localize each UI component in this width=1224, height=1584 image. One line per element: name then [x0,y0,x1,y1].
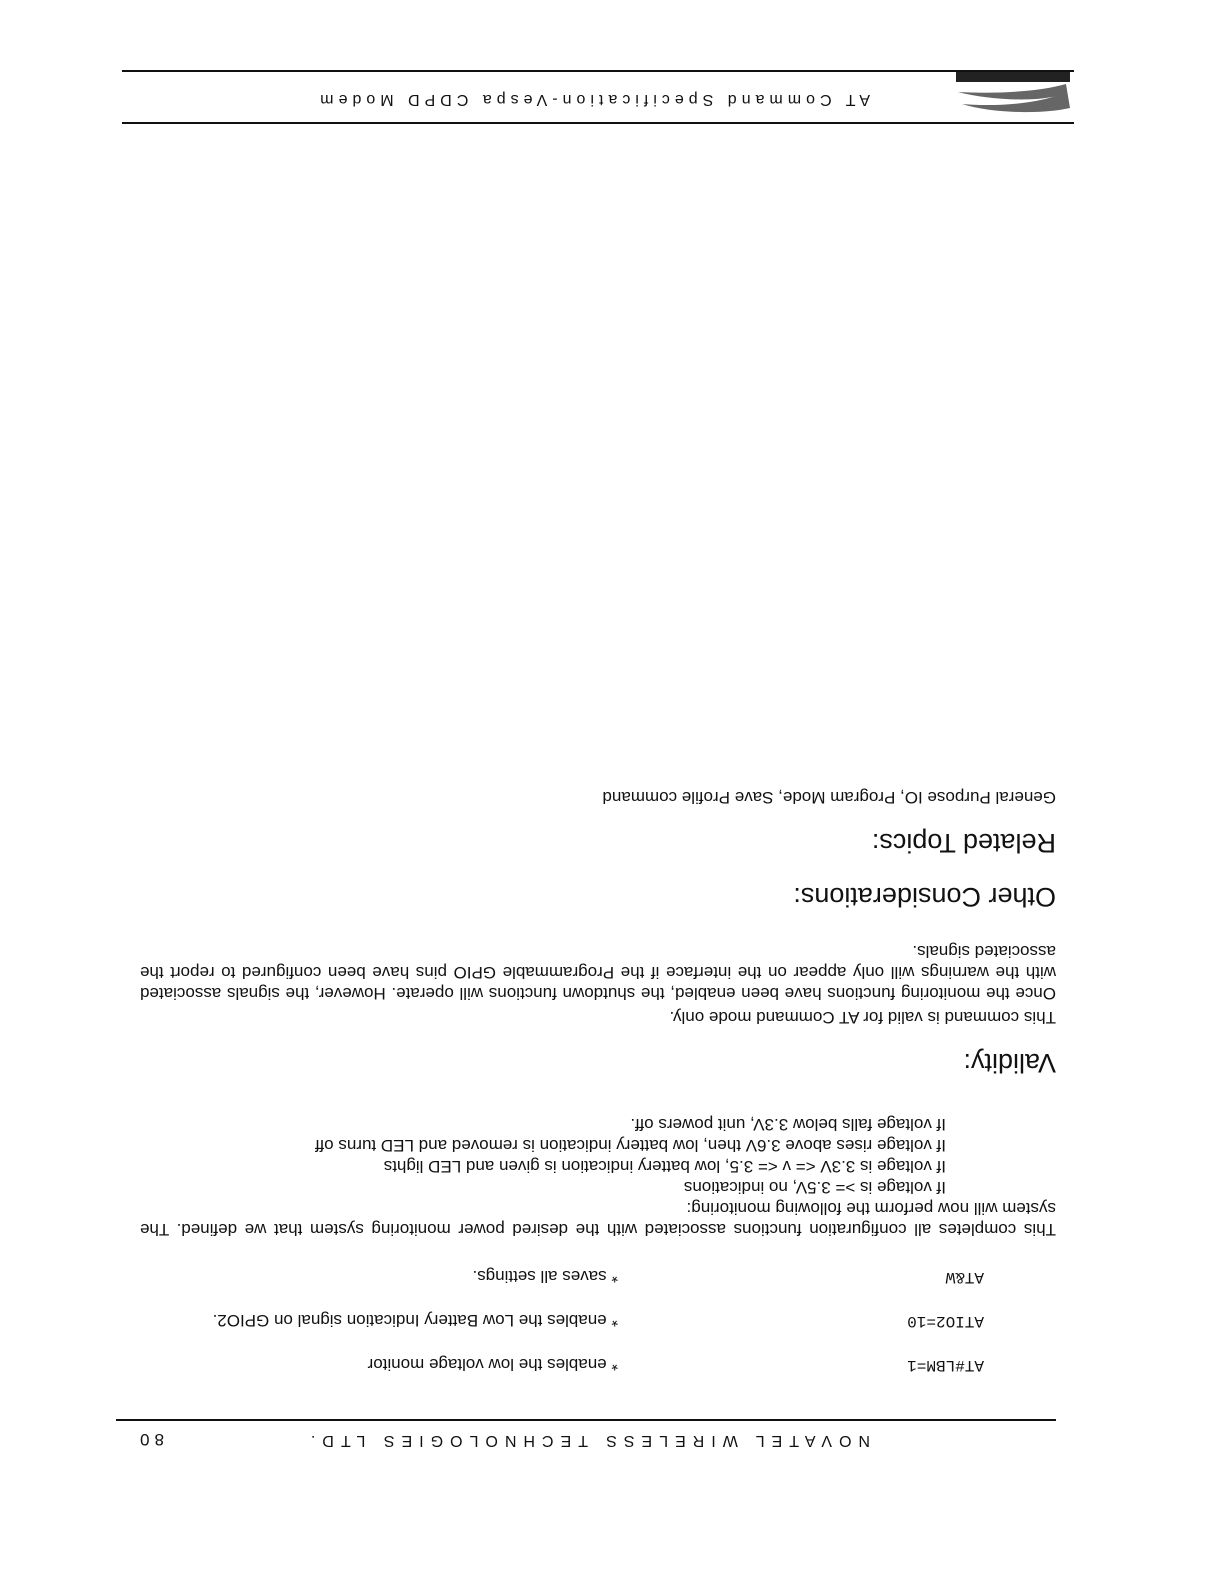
command-description: * saves all settings. [472,1267,618,1286]
monitoring-line: If voltage is 3.3V <= v <= 3.5, low battery indication is given and LED lights [383,1157,946,1176]
command-row [104,1350,984,1374]
command-code: AT#LBM=1 [907,1356,984,1374]
monitoring-line: If voltage is >= 3.5V, no indications [683,1178,946,1197]
command-row [104,1306,984,1330]
command-code: ATIO2=10 [907,1312,984,1330]
other-considerations-heading: Other Considerations: [793,882,1056,912]
monitoring-line: If voltage rises above 3.6V then, low battery indication is removed and LED turns off [315,1136,946,1155]
footer-rule-bottom [122,70,1074,72]
command-description: * enables the low voltage monitor [367,1355,618,1374]
command-code: AT&W [945,1268,984,1286]
command-description: * enables the Low Battery Indication signal on GPIO2. [212,1311,618,1330]
related-topics-text: General Purpose IO, Program Mode, Save Profile command [602,788,1056,807]
footer-title: AT Command Specification-Vespa CDPD Modem [315,91,870,108]
validity-heading: Validity: [963,1048,1056,1078]
swoosh-logo-icon [952,66,1074,116]
summary-intro: This completes all configuration functions associated with the desired power monitoring system that we defined. The system will now perform the following monitoring: [140,1199,1056,1239]
validity-paragraph-2: Once the monitoring functions have been enabled, the shutdown functions will operate. However, the signals associated with the warnings will only appear on the interface if the Programmable GPIO pins have been configured to report the associated signals. [140,942,1056,1003]
summary-paragraph [140,1114,1056,1240]
command-row [104,1262,984,1286]
page-number: 80 [135,1430,164,1449]
validity-paragraph-1: This command is valid for AT Command mode only. [669,1008,1056,1027]
footer-rule-top [122,122,1074,124]
company-header: NOVATEL WIRELESS TECHNOLOGIES LTD. [303,1432,870,1449]
monitoring-line: If voltage falls below 3.3V, unit powers off. [630,1115,946,1134]
header-rule [116,1419,1056,1421]
related-topics-heading: Related Topics: [871,828,1056,858]
monitoring-list [140,1114,946,1198]
